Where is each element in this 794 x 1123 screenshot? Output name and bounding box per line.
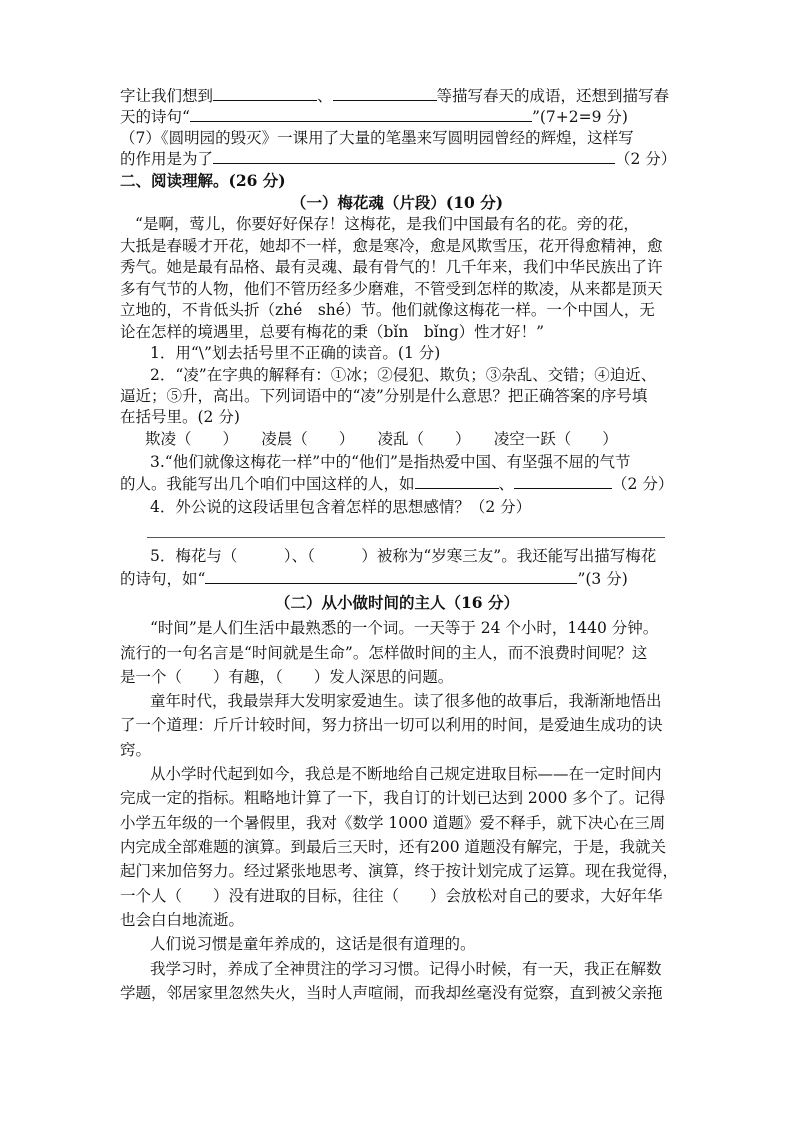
question-5: 5．梅花与（ ）、（ ）被称为“岁寒三友”。我还能写出描写梅花 — [150, 547, 657, 565]
passage-line: 内完成全部难题的演算。到最后三天时，还有200 道题没有解完，于是，我就关 — [120, 838, 667, 856]
passage-line: “时间”是人们生活中最熟悉的一个词。一天等于 24 个小时，1440 分钟。 — [150, 619, 659, 637]
blank-poem-plum[interactable] — [205, 568, 577, 584]
text: ”(7+2=9 分) — [531, 108, 628, 126]
passage-line: 也会白白地流逝。 — [120, 911, 245, 929]
blank-idiom-2[interactable] — [333, 85, 437, 101]
passage-line: 童年时代，我最崇拜大发明家爱迪生。读了很多他的故事后，我渐渐地悟出 — [150, 692, 662, 710]
text-line — [120, 85, 669, 107]
blank-poem-spring[interactable] — [190, 106, 532, 122]
blank-person-2[interactable] — [514, 473, 612, 489]
passage-line: 了一个道理：斤斤计较时间，努力挤出一切可以利用的时间，是爱迪生成功的诀 — [120, 716, 663, 734]
question-2-cont: 在括号里。(2 分) — [120, 408, 240, 426]
question-3: 3.“他们就像这梅花一样”中的“他们”是指热爱中国、有坚强不屈的气节 — [150, 453, 631, 471]
question-5-cont — [120, 568, 628, 590]
text: （2 分） — [612, 475, 674, 493]
text: 的诗句，如“ — [120, 570, 206, 588]
question-4: 4．外公说的这段话里包含着怎样的思想感情？（2 分） — [150, 498, 532, 516]
passage-line: 流行的一句名言是“时间就是生命”。怎样做时间的主人，而不浪费时间呢？这 — [120, 644, 648, 662]
text: （2 分） — [615, 150, 677, 168]
text: ”(3 分) — [577, 570, 628, 588]
blank-idiom-1[interactable] — [213, 85, 317, 101]
passage-line: 完成一定的指标。粗略地计算了一下，我自订的计划已达到 2000 多个了。记得 — [120, 789, 666, 807]
text: 等描写春天的成语，还想到描写春 — [436, 87, 670, 105]
passage-line: 立地的，不肯低头折（zhé shé）节。他们就像这梅花一样。一个中国人，无 — [120, 301, 655, 319]
passage-title-1: （一）梅花魂（片段）(10 分) — [290, 193, 504, 212]
question-3-cont — [120, 473, 673, 495]
question-2-answers: 欺凌（ ） 凌晨（ ） 凌乱（ ） 凌空一跃（ ） — [145, 430, 618, 448]
question-1: 1．用“\”划去括号里不正确的读音。(1 分) — [150, 344, 441, 362]
passage-line: 秀气。她是最有品格、最有灵魂、最有骨气的！几千年来，我们中华民族出了许 — [120, 258, 663, 276]
passage-line: 大抵是春暖才开花，她却不一样，愈是寒冷，愈是风欺雪压，花开得愈精神，愈 — [120, 237, 663, 255]
passage-line: 人们说习惯是童年养成的，这话是很有道理的。 — [150, 935, 476, 953]
blank-person-1[interactable] — [415, 473, 499, 489]
text: 、 — [498, 475, 515, 493]
passage-line: 多有气节的人物，他们不管历经多少磨难，不管受到怎样的欺凌，从来都是顶天 — [120, 280, 663, 298]
passage-line: 从小学时代起到如今，我总是不断地给自己规定进取目标——在一定时间内 — [150, 765, 662, 783]
passage-line: 我学习时，养成了全神贯注的学习习惯。记得小时候，有一天，我正在解数 — [150, 960, 662, 978]
text: 的作用是为了 — [120, 150, 214, 168]
text: 、 — [317, 87, 333, 105]
section-heading: 二、阅读理解。(26 分) — [120, 171, 286, 190]
text: 天的诗句“ — [120, 108, 190, 126]
text: 字让我们想到 — [120, 87, 214, 105]
text-line: （7）《圆明园的毁灭》一课用了大量的笔墨来写圆明园曾经的辉煌，这样写 — [120, 129, 634, 147]
question-2: 2．“凌”在字典的解释有：①冰；②侵犯、欺负；③杂乱、交错；④迫近、 — [150, 366, 657, 384]
passage-line: 一个人（ ）没有进取的目标，往往（ ）会放松对自己的要求，大好年华 — [120, 887, 663, 905]
passage-line: 窍。 — [120, 741, 152, 759]
text-line — [120, 148, 676, 170]
text-line — [120, 106, 628, 128]
passage-title-2: （二）从小做时间的主人（16 分） — [275, 593, 519, 612]
text: 的人。我能写出几个咱们中国这样的人，如 — [120, 475, 415, 493]
passage-line: 是一个（ ）有趣，（ ）发人深思的问题。 — [120, 668, 454, 686]
passage-line: “是啊，莺儿，你要好好保存！这梅花，是我们中国最有名的花。旁的花， — [135, 215, 639, 233]
blank-purpose[interactable] — [213, 148, 615, 164]
question-2-cont: 逼近；⑤升，高出。下列词语中的“凌”分别是什么意思？把正确答案的序号填 — [120, 387, 648, 405]
passage-line: 学题，邻居家里忽然失火，当时人声喧闹，而我却丝毫没有觉察，直到被父亲拖 — [120, 984, 663, 1002]
passage-line: 起门来加倍努力。经过紧张地思考、演算，终于按计划完成了运算。现在我觉得， — [120, 862, 679, 880]
passage-line: 小学五年级的一个暑假里，我对《数学 1000 道题》爱不释手，就下决心在三周 — [120, 814, 666, 832]
answer-line[interactable] — [147, 537, 665, 538]
passage-line: 论在怎样的境遇里，总要有梅花的秉（bǐn bǐng）性才好！” — [120, 323, 545, 341]
